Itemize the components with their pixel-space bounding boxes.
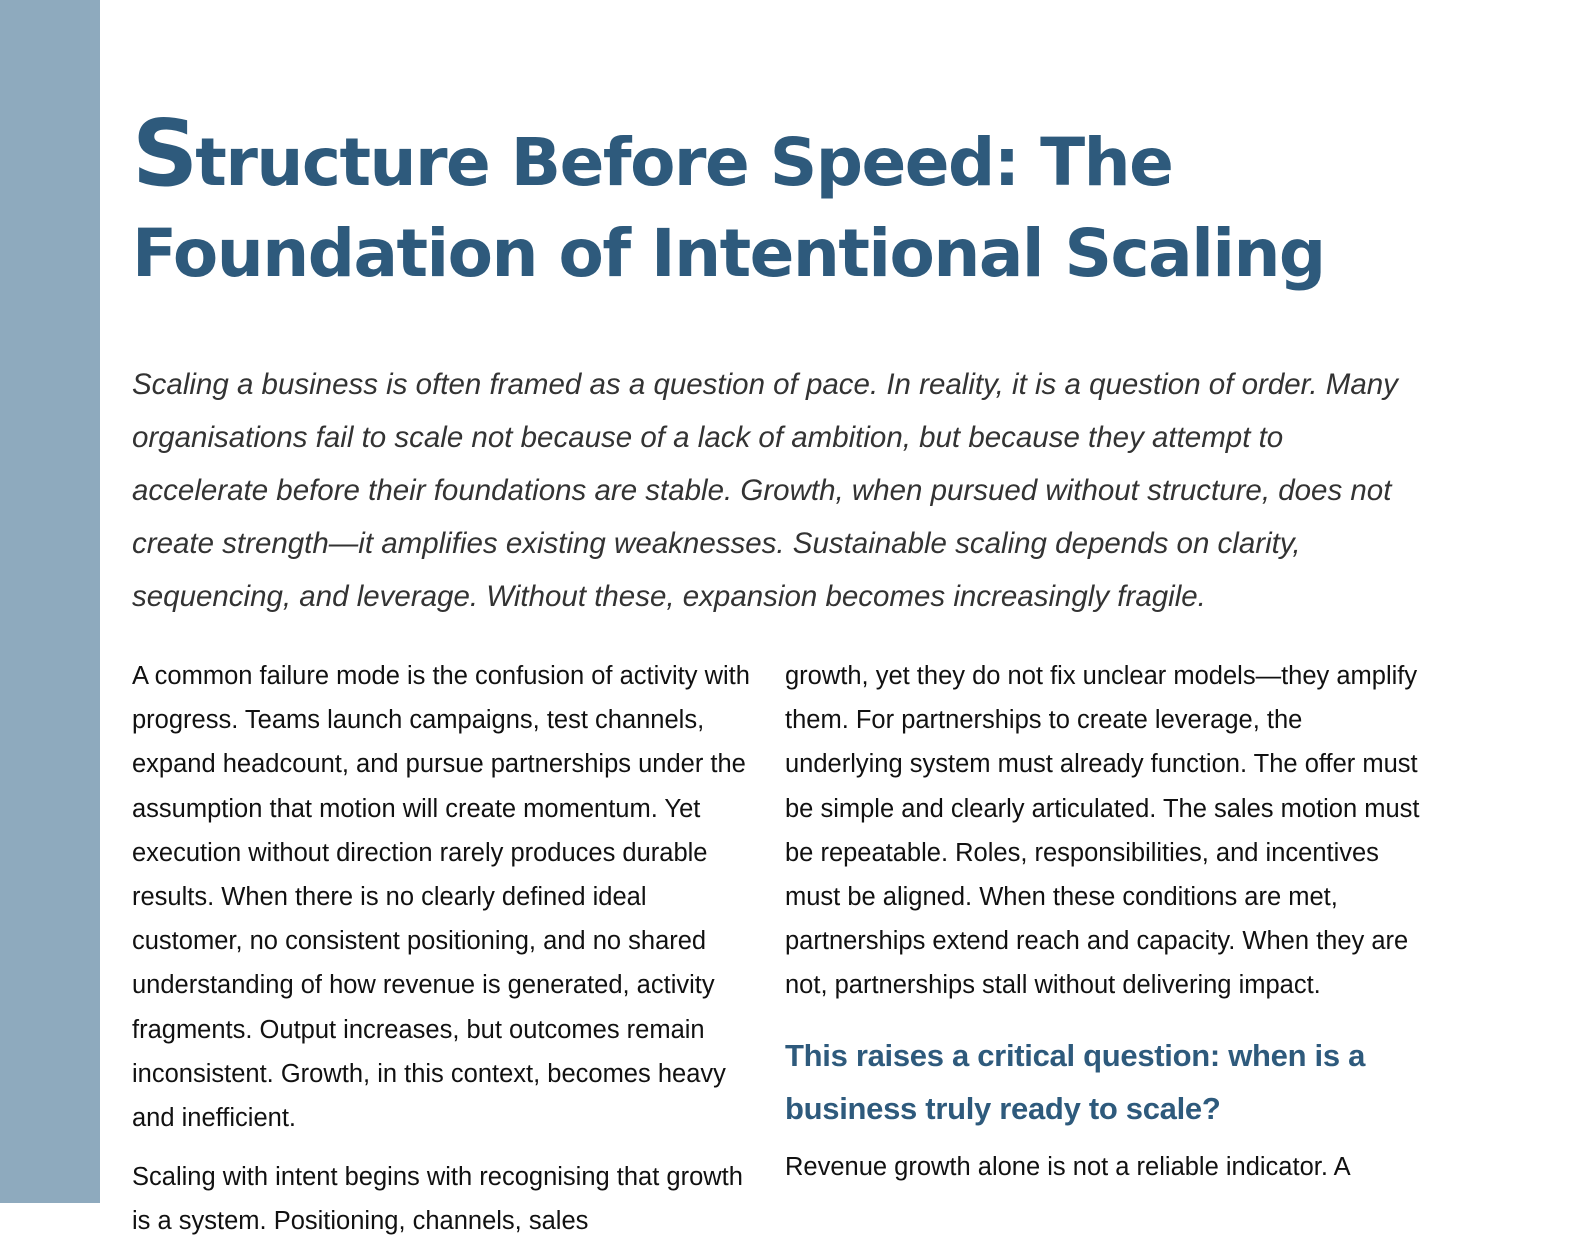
left-column bbox=[132, 654, 760, 1244]
body-paragraph: Scaling with intent begins with recognising that growth is a system. Positioning, channels, sales bbox=[132, 1163, 743, 1236]
title-text: tructure Before Speed: The Foundation of Intentional Scaling bbox=[132, 124, 1325, 292]
decorative-side-bar bbox=[0, 0, 100, 1203]
body-paragraph: Revenue growth alone is not a reliable indicator. A bbox=[785, 1152, 1351, 1181]
section-subheading: This raises a critical question: when is a business truly ready to scale? bbox=[785, 1037, 1366, 1126]
article-title bbox=[132, 100, 1332, 299]
lead-paragraph: Scaling a business is often framed as a question of pace. In reality, it is a question of order. Many organisations fail to scale not because of a lack of ambition, but because they attempt to accelerate before their foundations are stable. Growth, when pursued without structure, does not create strength—it amplifies existing weaknesses. Sustainable scaling depends on clarity, sequencing, and leverage. Without these, expansion becomes increasingly fragile. bbox=[132, 368, 1398, 613]
body-paragraph: growth, yet they do not fix unclear models—they amplify them. For partnerships to create leverage, the underlying system must already function. The offer must be simple and clearly articulated. The sales motion must be repeatable. Roles, responsibilities, and incentives must be aligned. When these conditions are met, partnerships extend reach and capacity. When they are not, partnerships stall without delivering impact. bbox=[785, 662, 1420, 1000]
right-column bbox=[785, 654, 1425, 1189]
title-initial-letter: S bbox=[132, 100, 196, 207]
body-paragraph: A common failure mode is the confusion of activity with progress. Teams launch campaigns, test channels, expand headcount, and pursue partnerships under the assumption that motion will create momentum. Yet execution without direction rarely produces durable results. When there is no clearly defined ideal customer, no consistent positioning, and no shared understanding of how revenue is generated, activity fragments. Output increases, but outcomes remain inconsistent. Growth, in this context, becomes heavy and inefficient. bbox=[132, 662, 750, 1133]
